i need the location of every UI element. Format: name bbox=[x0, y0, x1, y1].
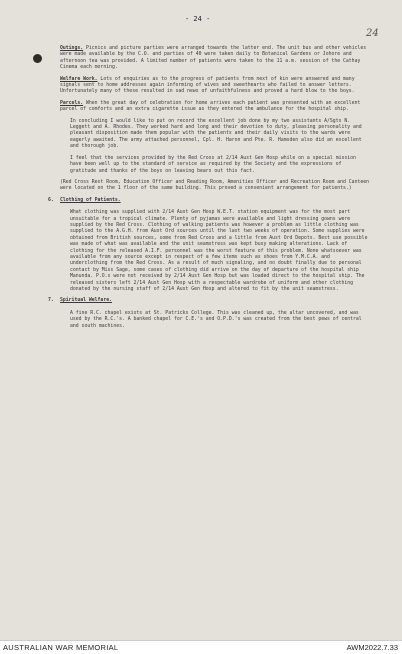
footer-reference: AWM2022.7.33 bbox=[346, 643, 398, 652]
paragraph-conclusion: In concluding I would like to put on record the excellent job done by my two assistants A/Sgts N. Leggett and A. Rhodes. They worked hard and long and their devotion to duty, pleasing personality and pleasant disposition made them popular with the patients and their daily visits to the wards were eagerly awaited. The army attached personnel, Cpl. H. Haron and Pte. R. Hamsden also did an excellent and thorough job. bbox=[70, 118, 362, 150]
punch-hole bbox=[33, 54, 42, 63]
paragraph-clothing: What clothing was supplied with 2/14 Aust Gen Hosp W.E.T. station equipment was for the most part unsuitable for a tropical climate. Plenty of pyjamas were available and light dressing gowns were supplied by the Red Cross. Clothing of walking patients was however a problem as little clothing was supplied to the A.G.H. from Aust Ord sources until the last two weeks of operation. Some supplies were obtained from British sources, some from Red Cross and a little from Aust Ord Depots. Best use possible was made of what was available and the unit seamstress was kept busy making alterations. Lack of clothing for the released A.I.F. personnel was the worst feature of this problem. None whatsoever was available from any source except in respect of a few items such as shoes from Y.M.C.A. and underclothing from the Red Cross. As a result of much signaling, and no doubt finally due to personal contact by Miss Sage, some cases of clothing did arrive on the day of departure of the hospital ship Manunda. P.O.s were not received by 2/14 Aust Gen Hosp but was loaded direct to the hospital ship. The released sisters left 2/14 Aust Gen Hosp with a respectable wardrobe of uniform and other clothing donated by the nursing staff of 2/14 Aust Gen Hosp and altered to fit by the unit seamstress. bbox=[70, 210, 368, 292]
folio-mark: 24 bbox=[366, 28, 379, 39]
paragraph-red-cross-services: I feel that the services provided by the Red Cross at 2/14 Aust Gen Hosp while on a special mission have been well up to the standard of service as required by the Society and the expressions of gratitude and thanks of the boys on leaving bears out this fact. bbox=[70, 155, 356, 174]
document-body bbox=[48, 46, 370, 335]
paragraph-spiritual-welfare: A fine R.C. chapel exists at St. Patricks College. This was cleaned up, the altar uncovered, and was used by the R.C.'s. A banked chapel for C.E.'s and O.P.D.'s was created from the best pews of central and south machines. bbox=[70, 310, 362, 329]
footer-bar bbox=[0, 640, 402, 654]
section-heading-clothing: 6. Clothing of Patients. bbox=[48, 197, 121, 203]
paragraph-rest-room-note: (Red Cross Rest Room, Education Officer and Reading Room, Amenities Officer and Recreation Room and Canteen were located on the 1 floor of the same building. This proved a convenient arrangement for patients.) bbox=[60, 179, 370, 192]
paragraph-outings: Outings. Picnics and picture parties were arranged towards the latter end. The unit bus and other vehicles were made available by the C.O. and parties of 40 were taken daily to Botanical Gardens or Johore and afternoon tea was provided. A limited number of patients were taken to the 11 a.m. session of the Cathay Cinema each morning. bbox=[60, 46, 367, 71]
paragraph-parcels: Parcels. When the great day of celebration for home arrives each patient was presented with an excellent parcel of comforts and an extra cigarette issue as they entered the ambulance for the hospital ship. bbox=[60, 100, 361, 113]
page-number: - 24 - bbox=[185, 15, 211, 23]
paragraph-welfare-work: Welfare Work. Lots of enquiries as to the progress of patients from next of kin were answered and many signals sent to home addresses again informing of wives and sweethearts who failed to answer letters. Unfortunately many of these resulted in sad news of unfaithfulness and proved a hard blow to the boys. bbox=[60, 76, 355, 95]
footer-source: AUSTRALIAN WAR MEMORIAL bbox=[3, 643, 119, 652]
section-heading-spiritual-welfare: 7. Spiritual Welfare. bbox=[48, 298, 112, 304]
